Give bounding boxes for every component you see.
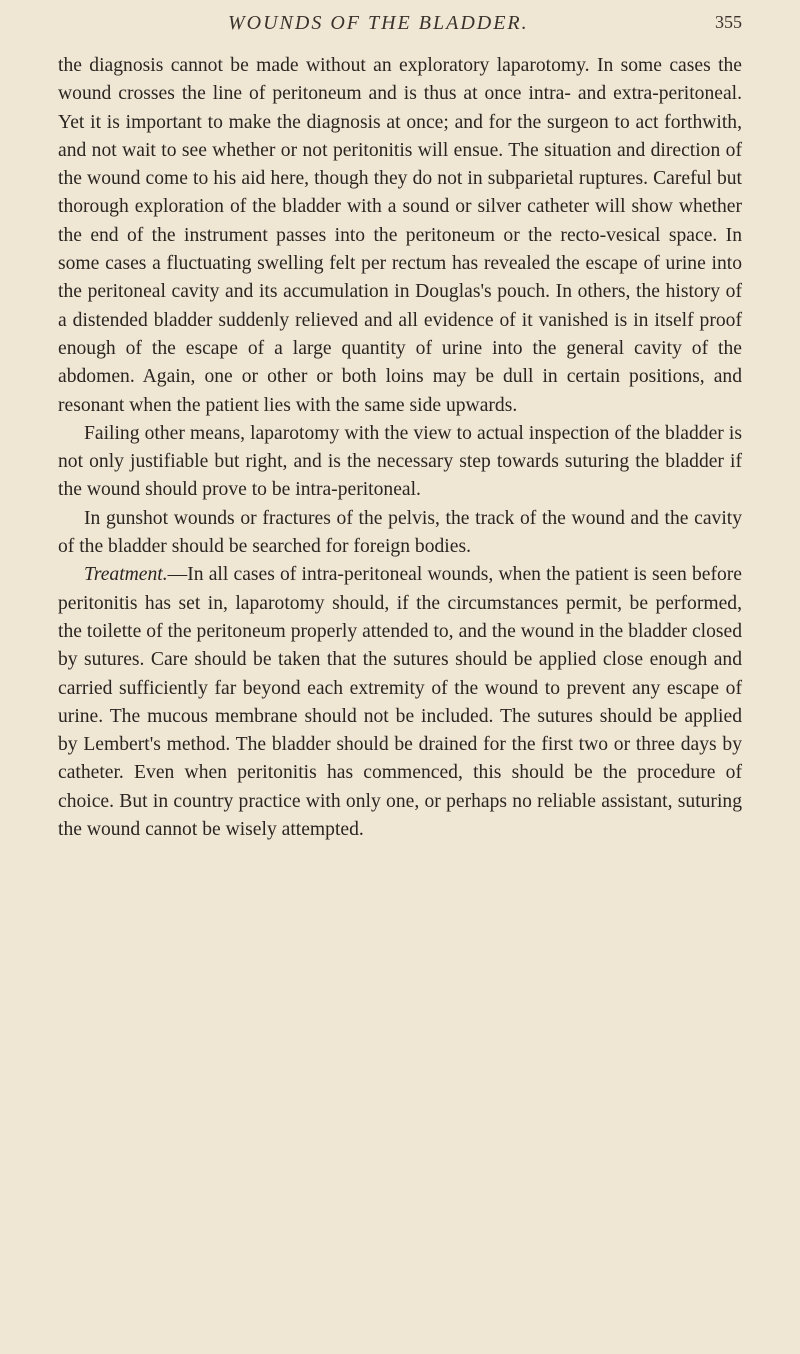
running-title: WOUNDS OF THE BLADDER. bbox=[228, 12, 529, 34]
paragraph-treatment bbox=[58, 561, 742, 844]
treatment-heading: Treatment. bbox=[84, 564, 168, 586]
paragraph-diagnosis bbox=[58, 52, 742, 420]
paragraph-laparotomy bbox=[58, 420, 742, 505]
paragraph-text: —In all cases of intra-peritoneal wounds, when the patient is seen before peritonitis has set in, laparotomy should, if the circumstances permit, be performed, the toilette of the peritoneum properly attended to, and the wound in the bladder closed by sutures. Care should be taken that the sutures should be applied close enough and carried sufficiently far beyond each extremity of the wound to prevent any escape of urine. The mucous membrane should not be included. The sutures should be applied by Lembert's method. The bladder should be drained for the first two or three days by catheter. Even when peritonitis has commenced, this should be the procedure of choice. But in country practice with only one, or perhaps no reliable assistant, suturing the wound cannot be wisely attempted. bbox=[58, 564, 742, 841]
paragraph-text: Failing other means, laparotomy with the view to actual inspection of the bladder is not only justifiable but right, and is the necessary step towards suturing the bladder if the wound should prove to be intra-peritoneal. bbox=[58, 422, 742, 501]
paragraph-gunshot-wounds bbox=[58, 505, 742, 562]
running-head bbox=[0, 10, 800, 40]
page-number: 355 bbox=[715, 12, 742, 32]
paragraph-text: In gunshot wounds or fractures of the pelvis, the track of the wound and the cavity of the bladder should be searched for foreign bodies. bbox=[58, 507, 742, 558]
body-text bbox=[58, 52, 742, 844]
paragraph-text: the diagnosis cannot be made without an exploratory laparotomy. In some cases the wound crosses the line of peritoneum and is thus at once intra- and extra-peritoneal. Yet it is important to make the diagnosis at once; and for the surgeon to act forthwith, and not wait to see whether or not peritonitis will ensue. The situation and direction of the wound come to his aid here, though they do not in subparietal ruptures. Careful but thorough exploration of the bladder with a sound or silver catheter will show whether the end of the instrument passes into the peritoneum or the recto-vesical space. In some cases a fluctuating swelling felt per rectum has revealed the escape of urine into the peritoneal cavity and its accumulation in Douglas's pouch. In others, the history of a distended bladder suddenly relieved and all evidence of it vanished is in itself proof enough of the escape of a large quantity of urine into the general cavity of the abdomen. Again, one or other or both loins may be dull in certain positions, and resonant when the patient lies with the same side upwards. bbox=[58, 55, 742, 416]
